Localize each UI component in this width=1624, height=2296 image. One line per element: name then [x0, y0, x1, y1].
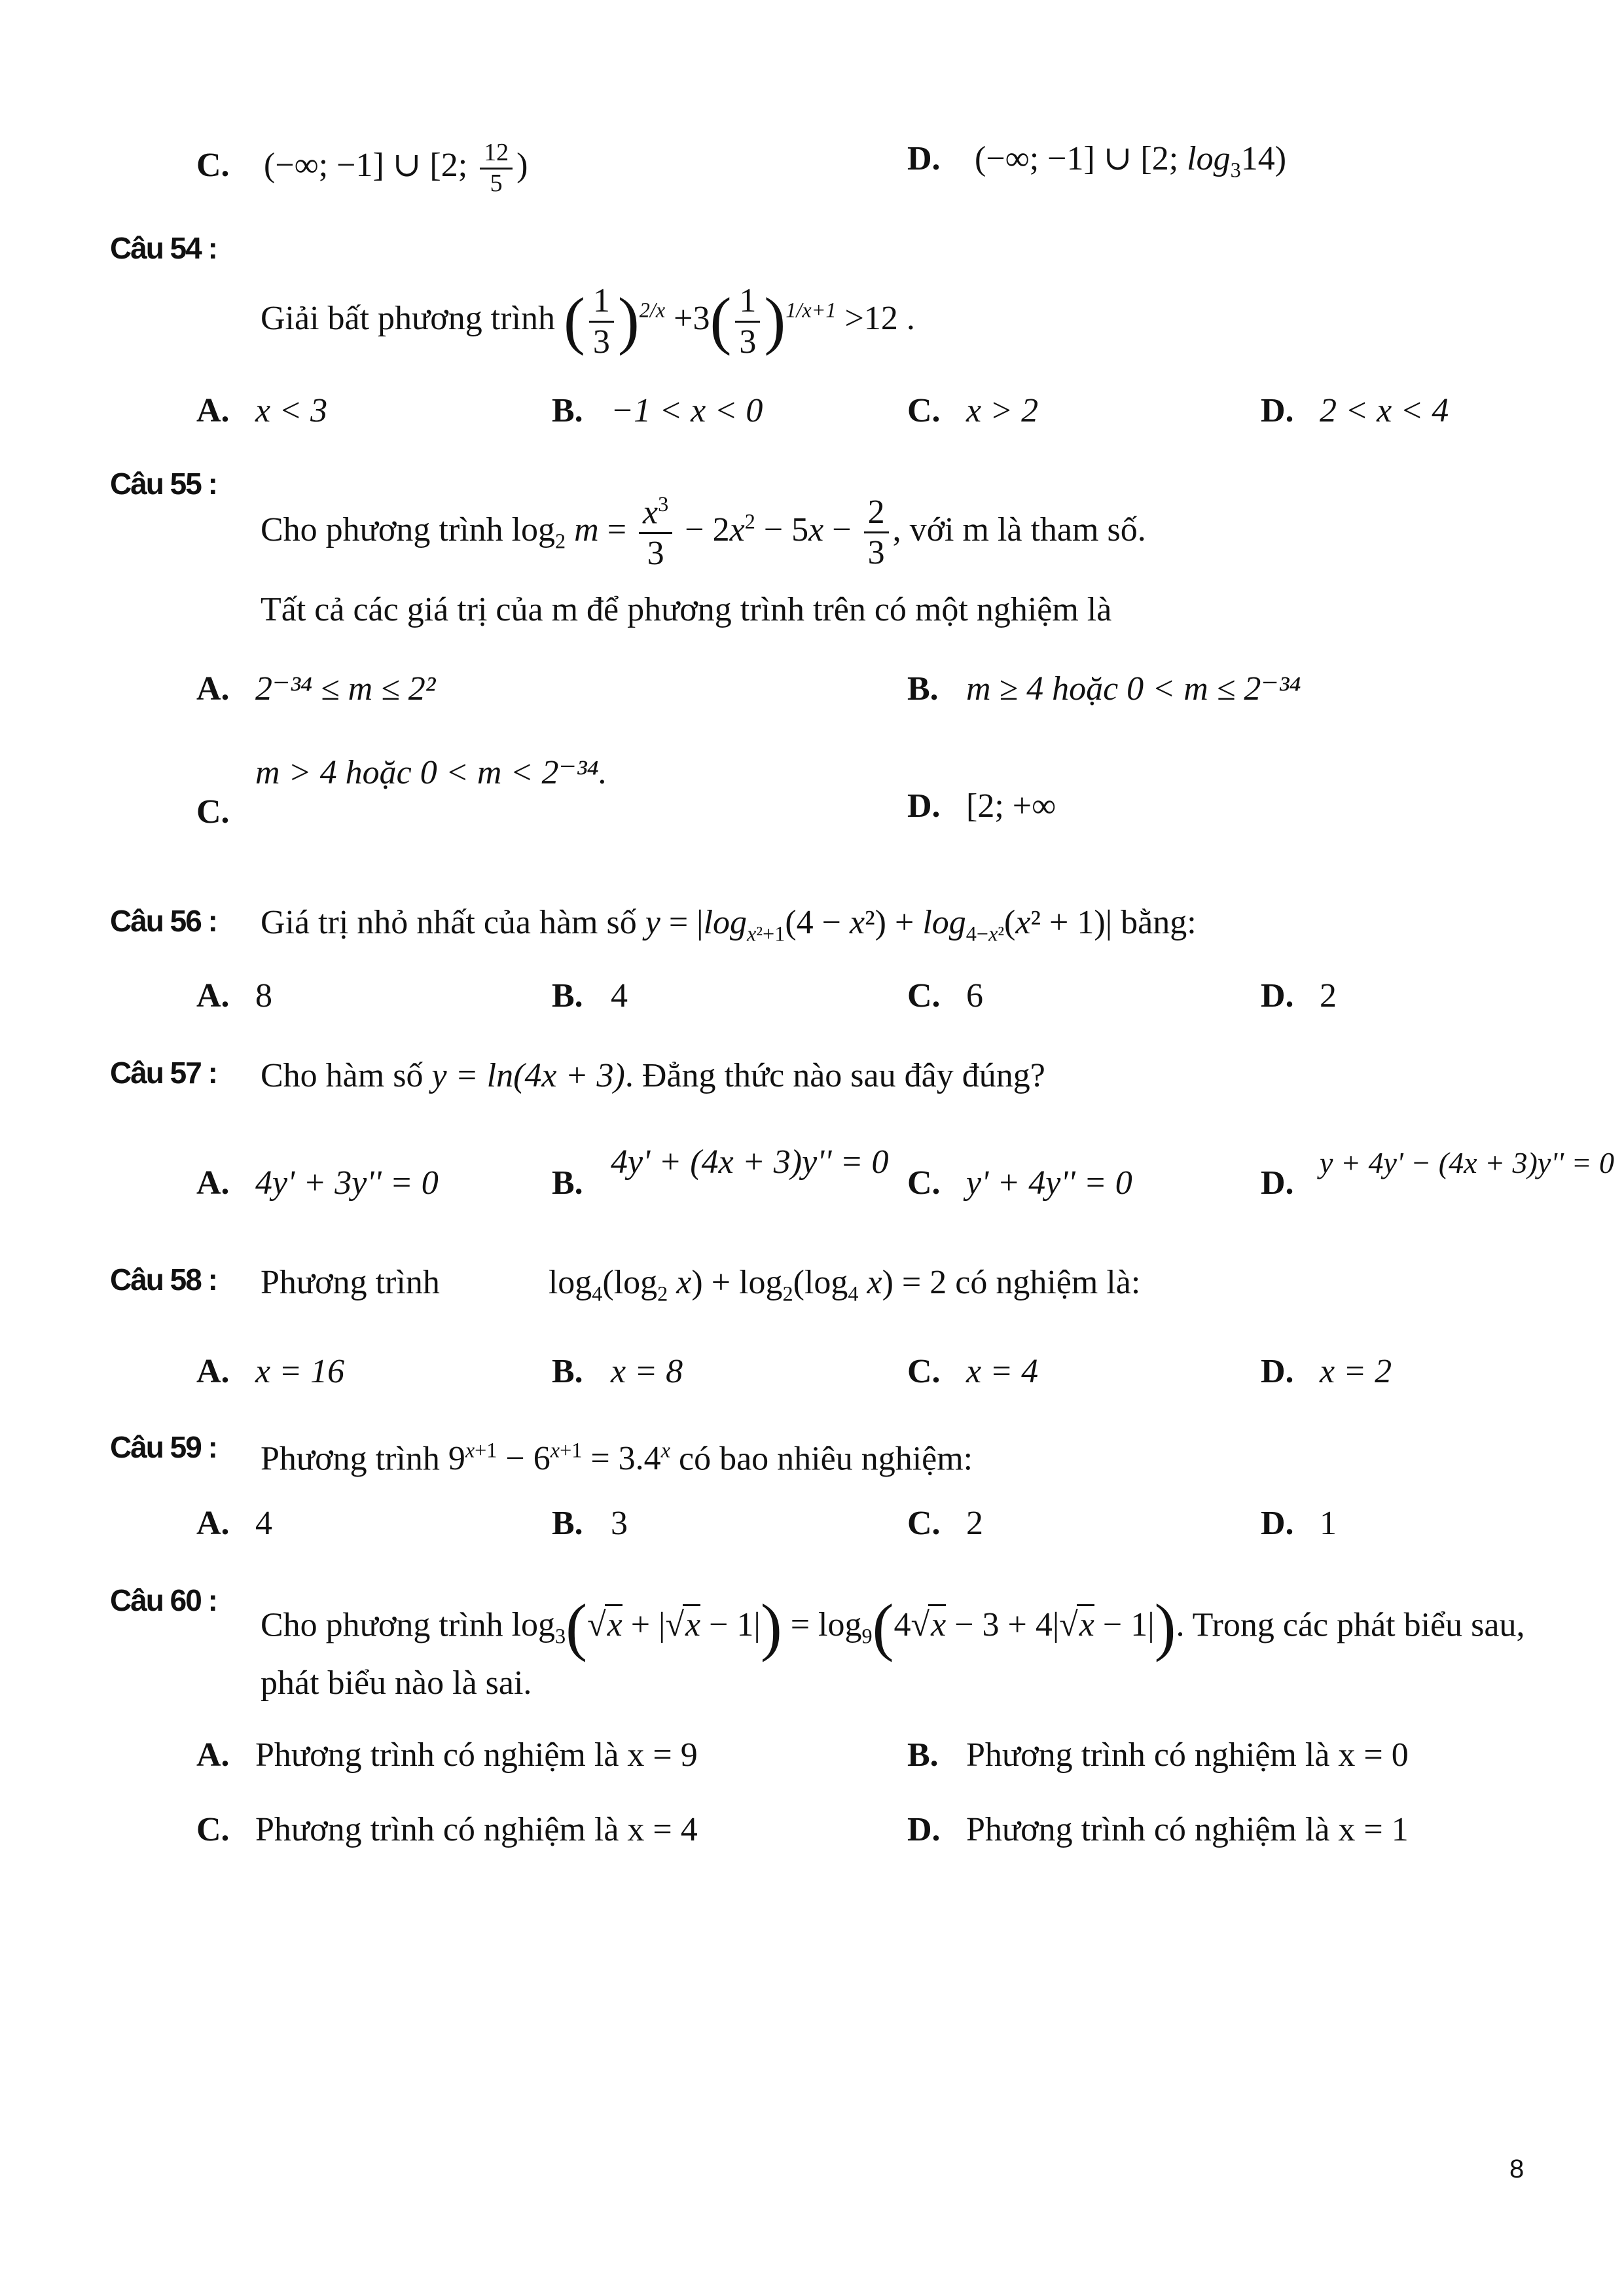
page-number: 8	[1509, 2155, 1525, 2183]
q60-option-a: A. Phương trình có nghiệm là x = 9	[196, 1736, 698, 1774]
q58-option-b: B. x = 8	[552, 1353, 683, 1390]
option-label: D.	[907, 140, 941, 177]
q53-option-d	[907, 139, 1286, 182]
q54-stem: Giải bất phương trình ( $\frac{1}{3}$ )$^{2/x}$ +3( $\frac{1}{3}$ )$^{1/x+1}$ >12 .	[261, 282, 915, 361]
q54-option-c: C. x > 2	[907, 392, 1039, 429]
q54-option-d: D. 2 < x < 4	[1261, 392, 1449, 429]
question-label: Câu 58 :	[110, 1263, 217, 1297]
q54-option-a: A. x < 3	[196, 392, 328, 429]
q55-line2: Tất cả các giá trị của m để phương trình trên có một nghiệm là	[261, 591, 1112, 628]
q60-line2: phát biểu nào là sai.	[261, 1664, 532, 1702]
q57-option-b: B.4y' + (4x + 3)y'' = 0	[552, 1143, 889, 1202]
q57-option-c: C. y' + 4y'' = 0	[907, 1164, 1132, 1202]
q59-option-b: B. 3	[552, 1505, 628, 1542]
question-label: Câu 59 :	[110, 1430, 217, 1464]
q58-math: $\log_4(\log_2$ $x) + \log_2(\log_4$ x) = 2	[548, 1264, 947, 1306]
q56-option-b: B. 4	[552, 977, 628, 1014]
q58-stem: Phương trình $\log_4(\log_2$ $x) + \log_2(\log_4$ x) = 2 có nghiệm là:	[261, 1264, 1141, 1306]
q60-option-b: B. Phương trình có nghiệm là x = 0	[907, 1736, 1409, 1774]
q57-option-d: D.y + 4y' − (4x + 3)y'' = 0	[1261, 1146, 1614, 1202]
q60-option-c: C. Phương trình có nghiệm là x = 4	[196, 1811, 698, 1848]
q56-option-c: C. 6	[907, 977, 983, 1014]
q53-option-c-math: (−∞; −1] ∪ [2; $\frac{12}{5}$ )	[264, 139, 528, 197]
q59-math: $9^{x+1} - 6^{x+1} = 3.4^x$	[448, 1439, 670, 1478]
question-label: Câu 56 :	[110, 904, 217, 938]
q57-stem: Cho hàm số y = ln(4x + 3). Đẳng thức nào sau đây đúng?	[261, 1057, 1045, 1094]
q56-option-a: A. 8	[196, 977, 272, 1014]
q54-math: ( $\frac{1}{3}$ )$^{2/x}$ +3( $\frac{1}{3}$ )$^{1/x+1}$ >12 .	[563, 282, 915, 361]
q59-stem: Phương trình $9^{x+1} - 6^{x+1} = 3.4^x$ có bao nhiêu nghiệm:	[261, 1439, 973, 1478]
q57-option-a: A. 4y' + 3y'' = 0	[196, 1164, 439, 1202]
q60-math: $\log_3(√x + |√x - 1|) = \log_9(4√x - 3 + 4|√x - 1|)$	[511, 1592, 1176, 1663]
q55-option-a: A. 2⁻³⁴ ≤ m ≤ 2²	[196, 670, 436, 708]
q55-option-d: D. [2; +∞	[907, 787, 1056, 825]
q58-option-a: A. x = 16	[196, 1353, 345, 1390]
q55-option-b: B. m ≥ 4 hoặc 0 < m ≤ 2⁻³⁴	[907, 670, 1301, 708]
q60-option-d: D. Phương trình có nghiệm là x = 1	[907, 1811, 1409, 1848]
q59-option-d: D. 1	[1261, 1505, 1337, 1542]
question-label: Câu 55 :	[110, 467, 217, 501]
q59-option-a: A. 4	[196, 1505, 272, 1542]
q55-stem: Cho phương trình $\log_2 m$ = $\frac{x^3}{3}$ − $2x^2 - 5x$ − $\frac{2}{3}$ , với m là tham số.	[261, 492, 1146, 573]
q56-stem: Giá trị nhỏ nhất của hàm số $y = |\log_{x^2+1}(4 - x^2) + \log_{4-x^2}(x^2 + 1)|$ bằng:	[261, 904, 1197, 946]
q58-option-c: C. x = 4	[907, 1353, 1039, 1390]
question-label: Câu 60 :	[110, 1583, 217, 1617]
q60-stem: Cho phương trình $\log_3(√x + |√x - 1|) = \log_9(4√x - 3 + 4|√x - 1|)$. Trong các phát biểu sau,	[261, 1592, 1525, 1663]
q58-option-d: D. x = 2	[1261, 1353, 1392, 1390]
q59-option-c: C. 2	[907, 1505, 983, 1542]
q55-option-c: C.m > 4 hoặc 0 < m < 2⁻³⁴.	[196, 754, 607, 831]
option-label: C.	[196, 147, 230, 185]
q57-math: y = ln(4x + 3)	[431, 1057, 625, 1094]
question-label: Câu 54 :	[110, 231, 217, 265]
q56-math: $y = |\log_{x^2+1}(4 - x^2) + \log_{4-x^2}(x^2 + 1)|$	[645, 904, 1113, 946]
question-label: Câu 57 :	[110, 1056, 217, 1090]
q56-option-d: D. 2	[1261, 977, 1337, 1014]
q54-option-b: B. −1 < x < 0	[552, 392, 763, 429]
q53-option-d-math: (−∞; −1] ∪ [2; $\log_314$)	[975, 140, 1287, 182]
q55-math: $\log_2 m$ = $\frac{x^3}{3}$ − $2x^2 - 5x$ − $\frac{2}{3}$	[512, 511, 893, 548]
q53-option-c	[196, 139, 528, 198]
